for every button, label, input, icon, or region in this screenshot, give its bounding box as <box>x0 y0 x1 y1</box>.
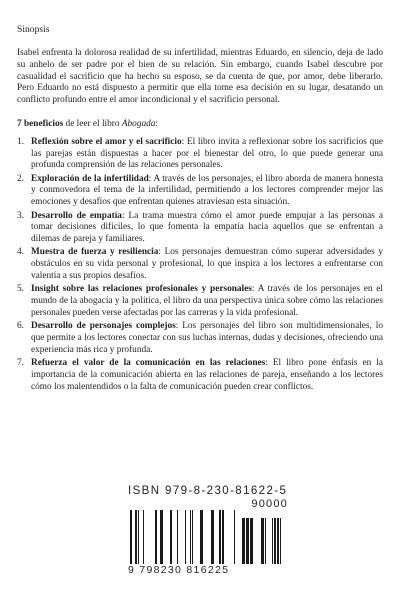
benefits-list <box>17 137 383 394</box>
list-item <box>17 137 383 172</box>
item-number: 1. <box>17 136 24 147</box>
barcode-bar <box>277 518 279 564</box>
isbn-barcode-block <box>128 484 288 576</box>
list-item <box>17 358 383 393</box>
item-text: : A través de los personajes, el libro aborda de manera honesta y conmovedora el tema de la infertilidad, permitiendo a los lectores comprender mejor las emociones y desafíos que enfrentan quienes atraviesan esta situación. <box>31 173 383 208</box>
barcode-bar <box>219 510 221 564</box>
barcode-bar <box>155 510 157 564</box>
barcode-bar <box>274 518 276 564</box>
item-number: 2. <box>17 173 24 184</box>
item-number: 5. <box>17 284 24 295</box>
item-title: Exploración de la infertilidad <box>31 173 149 184</box>
item-text: : El libro invita a reflexionar sobre los sacrificios que las parejas están dispuestas a hacer por el bienestar del otro, lo que puede generar una profunda comprensión de las relaciones personales. <box>31 136 384 171</box>
barcode-bar <box>200 510 203 564</box>
item-title: Refuerza el valor de la comunicación en las relaciones <box>31 358 266 369</box>
barcode-bar <box>250 518 253 564</box>
item-text: : Los personajes demuestran cómo superar adversidades y obstáculos en su vida personal y profesional, lo que inspira a los lectores a enfrentarse con valentía a sus propios desafíos. <box>31 247 383 282</box>
item-number: 3. <box>17 210 24 221</box>
list-item <box>17 321 383 356</box>
barcode-bar <box>130 510 132 564</box>
benefits-title <box>17 119 383 131</box>
barcode-bar <box>261 518 264 564</box>
benefits-title-end: : <box>155 118 159 129</box>
barcode-bar <box>242 518 245 564</box>
synopsis-paragraph: Isabel enfrenta la dolorosa realidad de su infertilidad, mientras Eduardo, en silencio, deja de lado su anhelo de ser padre por el bien de su relación. Sin embargo, cuando Isabel descubre por casualidad el sacrificio que ha hecho su esposo, se da cuenta de que, por amor, debe liberarlo. Pero Eduardo no está dispuesto a permitir que ella tome esa decisión en su lugar, desatando un conflicto profundo entre el amor incondicional y el sacrificio personal. <box>17 48 383 106</box>
item-title: Insight sobre las relaciones profesionales y personales <box>31 284 252 295</box>
isbn-label: ISBN 979-8-230-81622-5 <box>128 485 288 497</box>
barcode-bar <box>272 518 273 564</box>
item-text: : A través de los personajes en el mundo de la abogacía y la política, el libro da una perspectiva única sobre cómo las relaciones personales pueden verse afectadas por las carreras y la vida profesional. <box>31 284 383 318</box>
item-number: 6. <box>17 321 24 332</box>
barcode-bar <box>265 518 266 564</box>
item-number: 4. <box>17 247 24 258</box>
barcode-digits: 9 798230 816225 <box>128 564 230 576</box>
back-cover-text <box>17 24 383 395</box>
item-number: 7. <box>17 358 24 369</box>
list-item <box>17 174 383 209</box>
item-text: : La trama muestra cómo el amor puede empujar a las personas a tomar decisiones difíciles, lo que fomenta la empatía hacia aquellos que se enfrentan a dilemas de pareja y familiares. <box>31 210 384 245</box>
barcode-graphic <box>128 510 288 566</box>
barcode-bar <box>135 510 137 564</box>
barcode-bar <box>222 510 224 564</box>
barcode-bar <box>185 510 186 564</box>
list-item <box>17 211 383 246</box>
barcode-bar <box>280 518 281 564</box>
barcode-bar <box>211 510 214 564</box>
barcode-bar <box>143 510 144 564</box>
list-item <box>17 284 383 319</box>
item-title: Muestra de fuerza y resiliencia <box>31 247 159 258</box>
item-title: Desarrollo de empatía <box>31 210 122 221</box>
barcode-bar <box>234 510 235 564</box>
barcode-bar <box>170 510 172 564</box>
item-text: : Los personajes del libro son multidimensionales, lo que permite a los lectores conectar con sus luchas internas, dudas y decisiones, ofreciendo una experiencia más rica y profunda. <box>31 321 383 355</box>
barcode-bar <box>190 510 191 564</box>
synopsis-heading: Sinopsis <box>17 24 50 35</box>
benefits-title-rest: de leer el libro <box>63 118 122 129</box>
barcode-bar <box>138 510 139 564</box>
price-addon-code: 90000 <box>251 498 288 510</box>
item-title: Reflexión sobre el amor y el sacrificio <box>31 136 182 147</box>
benefits-title-bold: 7 beneficios <box>17 118 64 129</box>
item-title: Desarrollo de personajes complejos <box>31 321 176 332</box>
list-item <box>17 247 383 282</box>
barcode-bar <box>177 510 178 564</box>
book-title: Abogada <box>121 118 156 129</box>
barcode-bar <box>246 518 249 564</box>
item-text: : El libro pone énfasis en la importancia de la comunicación abierta en las relaciones de pareja, enseñando a los lectores cómo los malentendidos o la falta de comunicación pueden crear conflictos. <box>31 358 383 392</box>
barcode-bar <box>160 510 163 564</box>
barcode-bar <box>192 510 193 564</box>
